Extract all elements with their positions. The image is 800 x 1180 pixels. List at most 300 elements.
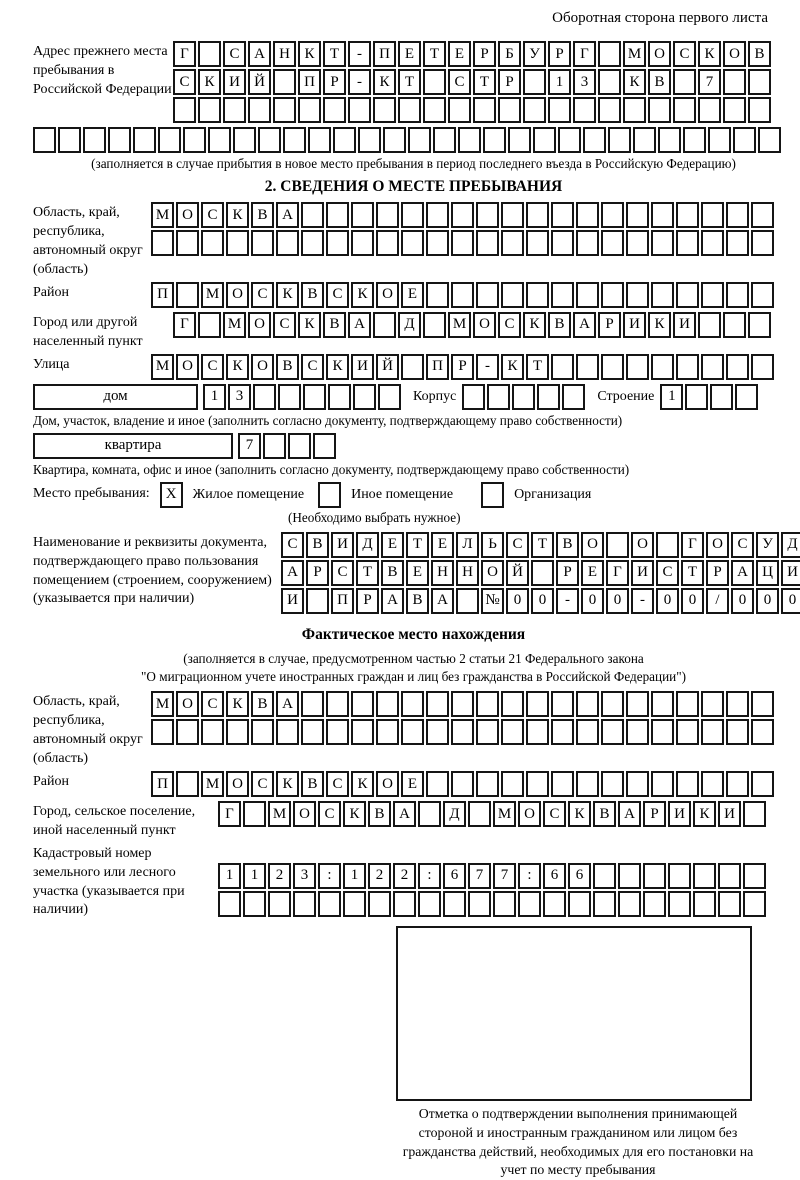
char-cell — [318, 891, 341, 917]
char-cell: И — [673, 312, 696, 338]
char-cell: Р — [306, 560, 329, 586]
char-cell: В — [301, 282, 324, 308]
char-cell — [243, 891, 266, 917]
char-cell — [676, 719, 699, 745]
char-cell — [751, 230, 774, 256]
char-cell — [726, 691, 749, 717]
char-cell — [656, 532, 679, 558]
confirmation-mark-box — [396, 926, 752, 1101]
char-cell — [151, 719, 174, 745]
char-cell — [643, 891, 666, 917]
char-cell — [733, 127, 756, 153]
char-cell: С — [318, 801, 341, 827]
char-cell — [526, 282, 549, 308]
char-cell: : — [318, 863, 341, 889]
actual-district-row[interactable] — [151, 771, 776, 797]
district-label: Район — [33, 284, 69, 300]
char-cell — [448, 97, 471, 123]
char-cell — [683, 127, 706, 153]
region-row-2[interactable] — [151, 230, 776, 256]
prev-address-label: Адрес прежнего места пребывания в Российской Федерации — [33, 44, 172, 97]
char-cell: Р — [548, 41, 571, 67]
region-rows — [151, 202, 776, 258]
char-cell: С — [173, 69, 196, 95]
prev-address-row-3[interactable] — [173, 97, 773, 123]
char-cell: К — [343, 801, 366, 827]
char-cell — [426, 719, 449, 745]
korpus-label: Корпус — [413, 388, 457, 404]
char-cell: М — [201, 282, 224, 308]
char-cell — [576, 771, 599, 797]
char-cell: П — [331, 588, 354, 614]
char-cell — [373, 97, 396, 123]
char-cell — [288, 433, 311, 459]
char-cell — [233, 127, 256, 153]
char-cell — [218, 891, 241, 917]
confirmation-mark-caption: Отметка о подтверждении выполнения принимающей стороной и иностранным гражданином или лицом без гражданства действий, необходимых для его постановки на учет по месту пребывания — [402, 1106, 754, 1178]
char-cell — [373, 312, 396, 338]
char-cell — [176, 719, 199, 745]
char-cell — [523, 69, 546, 95]
char-cell — [626, 354, 649, 380]
prev-address-row-4[interactable] — [33, 127, 794, 153]
char-cell: Д — [781, 532, 800, 558]
char-cell: 0 — [606, 588, 629, 614]
checkbox-other-premises[interactable] — [318, 482, 343, 508]
char-cell: И — [631, 560, 654, 586]
char-cell — [562, 384, 585, 410]
char-cell — [383, 127, 406, 153]
char-cell: С — [301, 354, 324, 380]
char-cell: 0 — [506, 588, 529, 614]
char-cell — [518, 891, 541, 917]
char-cell — [601, 719, 624, 745]
checkbox-residential[interactable] — [160, 482, 185, 508]
char-cell: О — [376, 771, 399, 797]
char-cell: И — [781, 560, 800, 586]
char-cell: В — [748, 41, 771, 67]
actual-region-row-1[interactable] — [151, 691, 776, 717]
char-cell: Т — [681, 560, 704, 586]
char-cell — [476, 771, 499, 797]
stay-type-row — [33, 482, 794, 508]
char-cell: Р — [356, 588, 379, 614]
char-cell: К — [298, 41, 321, 67]
char-cell — [693, 891, 716, 917]
char-cell — [623, 97, 646, 123]
char-cell: № — [481, 588, 504, 614]
char-cell — [451, 282, 474, 308]
char-cell: А — [348, 312, 371, 338]
city-row[interactable] — [173, 312, 773, 338]
char-cell — [401, 719, 424, 745]
region-row-1[interactable] — [151, 202, 776, 228]
actual-location-title: Фактическое место нахождения — [301, 625, 526, 643]
char-cell: К — [351, 771, 374, 797]
char-cell — [263, 433, 286, 459]
region-label: Область, край, республика, автономный округ (область) — [33, 205, 143, 277]
char-cell: К — [226, 202, 249, 228]
char-cell: А — [276, 691, 299, 717]
char-cell — [423, 69, 446, 95]
char-cell: 0 — [681, 588, 704, 614]
char-cell — [33, 127, 56, 153]
char-cell: 2 — [268, 863, 291, 889]
char-cell: О — [176, 691, 199, 717]
char-cell: М — [201, 771, 224, 797]
char-cell: Ц — [756, 560, 779, 586]
char-cell: 3 — [293, 863, 316, 889]
apartment-type-box[interactable]: квартира — [33, 433, 233, 459]
char-cell — [328, 384, 351, 410]
char-cell — [487, 384, 510, 410]
char-cell: Т — [423, 41, 446, 67]
char-cell: Н — [456, 560, 479, 586]
char-cell — [618, 891, 641, 917]
char-cell — [326, 691, 349, 717]
char-cell — [726, 230, 749, 256]
char-cell — [568, 891, 591, 917]
char-cell — [376, 691, 399, 717]
char-cell — [301, 202, 324, 228]
char-cell — [476, 719, 499, 745]
char-cell: С — [543, 801, 566, 827]
char-cell — [468, 801, 491, 827]
char-cell — [326, 202, 349, 228]
char-cell: 0 — [781, 588, 800, 614]
char-cell — [708, 127, 731, 153]
char-cell — [276, 719, 299, 745]
char-cell: Й — [376, 354, 399, 380]
char-cell: О — [376, 282, 399, 308]
char-cell: К — [501, 354, 524, 380]
char-cell: П — [426, 354, 449, 380]
char-cell: 2 — [393, 863, 416, 889]
char-cell — [551, 230, 574, 256]
actual-region-row-2[interactable] — [151, 719, 776, 745]
char-cell — [183, 127, 206, 153]
char-cell: И — [223, 69, 246, 95]
char-cell — [701, 202, 724, 228]
char-cell — [176, 282, 199, 308]
char-cell: Н — [273, 41, 296, 67]
actual-city-label: Город, сельское поселение, иной населенный пункт — [33, 804, 196, 838]
char-cell: А — [276, 202, 299, 228]
char-cell — [501, 202, 524, 228]
char-cell — [726, 282, 749, 308]
document-row-2[interactable] — [281, 560, 800, 586]
char-cell — [408, 127, 431, 153]
document-row-3[interactable] — [281, 588, 800, 614]
char-cell — [283, 127, 306, 153]
korpus-cells[interactable] — [462, 384, 587, 410]
actual-location-note — [33, 650, 794, 686]
char-cell — [376, 719, 399, 745]
char-cell: А — [573, 312, 596, 338]
cadastral-label: Кадастровый номер земельного или лесного участка (указывается при наличии) — [33, 845, 185, 918]
char-cell: А — [381, 588, 404, 614]
char-cell — [476, 691, 499, 717]
char-cell — [676, 771, 699, 797]
char-cell: С — [331, 560, 354, 586]
stroenie-cells[interactable] — [660, 384, 760, 410]
document-label: Наименование и реквизиты документа, подтверждающего право пользования помещением (строением, сооружением) (указывается при наличии) — [33, 534, 272, 607]
char-cell: А — [431, 588, 454, 614]
char-cell — [626, 771, 649, 797]
char-cell: К — [276, 282, 299, 308]
char-cell — [351, 202, 374, 228]
section2-title: 2. СВЕДЕНИЯ О МЕСТЕ ПРЕБЫВАНИЯ — [264, 178, 563, 196]
char-cell: П — [151, 771, 174, 797]
char-cell — [651, 771, 674, 797]
district-row[interactable] — [151, 282, 776, 308]
char-cell — [426, 230, 449, 256]
char-cell: О — [518, 801, 541, 827]
char-cell — [668, 891, 691, 917]
house-note: Дом, участок, владение и иное (заполнить согласно документу, подтверждающему право собственности) — [33, 412, 623, 428]
char-cell: - — [476, 354, 499, 380]
char-cell — [201, 719, 224, 745]
char-cell — [226, 719, 249, 745]
cadastral-row-1[interactable] — [218, 863, 768, 889]
char-cell — [301, 230, 324, 256]
prev-address-row-2[interactable] — [173, 69, 773, 95]
char-cell — [451, 230, 474, 256]
char-cell — [158, 127, 181, 153]
char-cell: - — [556, 588, 579, 614]
street-row[interactable] — [151, 354, 776, 380]
char-cell — [718, 891, 741, 917]
char-cell — [748, 97, 771, 123]
char-cell — [401, 230, 424, 256]
char-cell — [108, 127, 131, 153]
char-cell — [651, 719, 674, 745]
char-cell: 1 — [343, 863, 366, 889]
char-cell — [318, 482, 341, 508]
char-cell — [298, 97, 321, 123]
char-cell: К — [693, 801, 716, 827]
char-cell — [751, 202, 774, 228]
char-cell — [351, 719, 374, 745]
char-cell: С — [201, 354, 224, 380]
char-cell — [198, 312, 221, 338]
char-cell — [723, 97, 746, 123]
char-cell — [456, 588, 479, 614]
city-label: Город или другой населенный пункт — [33, 314, 143, 349]
house-number-cells[interactable] — [203, 384, 403, 410]
char-cell — [476, 202, 499, 228]
char-cell: В — [368, 801, 391, 827]
char-cell — [548, 97, 571, 123]
char-cell — [537, 384, 560, 410]
apartment-number-cells[interactable] — [238, 433, 338, 459]
char-cell — [508, 127, 531, 153]
char-cell — [698, 312, 721, 338]
char-cell — [698, 97, 721, 123]
char-cell: М — [623, 41, 646, 67]
char-cell — [751, 719, 774, 745]
char-cell — [676, 282, 699, 308]
char-cell — [526, 691, 549, 717]
char-cell: Е — [448, 41, 471, 67]
char-cell: : — [418, 863, 441, 889]
char-cell — [726, 354, 749, 380]
char-cell: - — [631, 588, 654, 614]
char-cell — [643, 863, 666, 889]
char-cell — [58, 127, 81, 153]
char-cell — [423, 312, 446, 338]
char-cell — [151, 230, 174, 256]
char-cell: М — [151, 691, 174, 717]
char-cell: О — [723, 41, 746, 67]
char-cell: И — [351, 354, 374, 380]
char-cell — [426, 691, 449, 717]
char-cell — [576, 354, 599, 380]
actual-district-label: Район — [33, 774, 69, 789]
char-cell: И — [331, 532, 354, 558]
char-cell: В — [323, 312, 346, 338]
char-cell: 1 — [660, 384, 683, 410]
char-cell: Т — [398, 69, 421, 95]
char-cell — [526, 771, 549, 797]
char-cell — [598, 41, 621, 67]
house-type-box[interactable]: дом — [33, 384, 198, 410]
char-cell: 7 — [698, 69, 721, 95]
char-cell — [531, 560, 554, 586]
char-cell: 0 — [731, 588, 754, 614]
char-cell: X — [160, 482, 183, 508]
char-cell — [558, 127, 581, 153]
char-cell — [685, 384, 708, 410]
char-cell: К — [373, 69, 396, 95]
char-cell — [451, 691, 474, 717]
char-cell: Г — [173, 312, 196, 338]
char-cell — [593, 891, 616, 917]
char-cell — [701, 771, 724, 797]
char-cell — [501, 719, 524, 745]
char-cell — [418, 801, 441, 827]
char-cell: О — [473, 312, 496, 338]
char-cell — [598, 69, 621, 95]
char-cell — [748, 312, 771, 338]
char-cell: С — [731, 532, 754, 558]
document-row-1[interactable] — [281, 532, 800, 558]
char-cell — [268, 891, 291, 917]
char-cell — [723, 69, 746, 95]
char-cell — [551, 282, 574, 308]
char-cell — [593, 863, 616, 889]
char-cell — [483, 127, 506, 153]
char-cell — [598, 97, 621, 123]
char-cell — [451, 202, 474, 228]
char-cell: Т — [526, 354, 549, 380]
char-cell: Е — [581, 560, 604, 586]
actual-region-block — [33, 691, 794, 769]
char-cell: 1 — [218, 863, 241, 889]
char-cell: В — [593, 801, 616, 827]
char-cell — [751, 691, 774, 717]
char-cell — [368, 891, 391, 917]
char-cell: Е — [381, 532, 404, 558]
char-cell — [258, 127, 281, 153]
char-cell — [426, 771, 449, 797]
char-cell — [701, 691, 724, 717]
char-cell — [626, 282, 649, 308]
char-cell: Й — [506, 560, 529, 586]
char-cell — [226, 230, 249, 256]
char-cell: М — [493, 801, 516, 827]
char-cell — [751, 354, 774, 380]
char-cell — [751, 282, 774, 308]
char-cell — [306, 588, 329, 614]
char-cell — [243, 801, 266, 827]
prev-address-rows — [173, 41, 773, 125]
char-cell: А — [393, 801, 416, 827]
char-cell: Г — [218, 801, 241, 827]
char-cell — [276, 230, 299, 256]
char-cell: : — [518, 863, 541, 889]
char-cell: В — [381, 560, 404, 586]
region-block — [33, 202, 794, 280]
char-cell — [333, 127, 356, 153]
prev-address-row-1[interactable] — [173, 41, 773, 67]
char-cell — [512, 384, 535, 410]
char-cell — [658, 127, 681, 153]
char-cell: Д — [356, 532, 379, 558]
char-cell: М — [151, 202, 174, 228]
char-cell — [273, 97, 296, 123]
char-cell: В — [548, 312, 571, 338]
actual-city-row[interactable] — [218, 801, 768, 827]
char-cell — [710, 384, 733, 410]
char-cell: С — [273, 312, 296, 338]
char-cell — [551, 202, 574, 228]
char-cell — [576, 719, 599, 745]
char-cell — [278, 384, 301, 410]
char-cell: Т — [356, 560, 379, 586]
char-cell — [551, 719, 574, 745]
char-cell — [526, 202, 549, 228]
char-cell — [576, 230, 599, 256]
char-cell: К — [298, 312, 321, 338]
char-cell: С — [223, 41, 246, 67]
checkbox-organization[interactable] — [481, 482, 506, 508]
street-block — [33, 354, 794, 382]
char-cell: О — [481, 560, 504, 586]
char-cell — [376, 230, 399, 256]
char-cell — [726, 771, 749, 797]
char-cell: С — [506, 532, 529, 558]
char-cell: 6 — [543, 863, 566, 889]
char-cell: Р — [451, 354, 474, 380]
char-cell: 0 — [656, 588, 679, 614]
char-cell: Л — [456, 532, 479, 558]
char-cell — [526, 230, 549, 256]
char-cell — [701, 719, 724, 745]
char-cell: 7 — [468, 863, 491, 889]
char-cell — [423, 97, 446, 123]
char-cell: Г — [681, 532, 704, 558]
char-cell — [501, 230, 524, 256]
char-cell — [398, 97, 421, 123]
char-cell — [601, 282, 624, 308]
cadastral-row-2[interactable] — [218, 891, 768, 917]
char-cell: С — [251, 282, 274, 308]
char-cell — [348, 97, 371, 123]
char-cell: О — [293, 801, 316, 827]
char-cell: О — [581, 532, 604, 558]
char-cell: К — [623, 69, 646, 95]
